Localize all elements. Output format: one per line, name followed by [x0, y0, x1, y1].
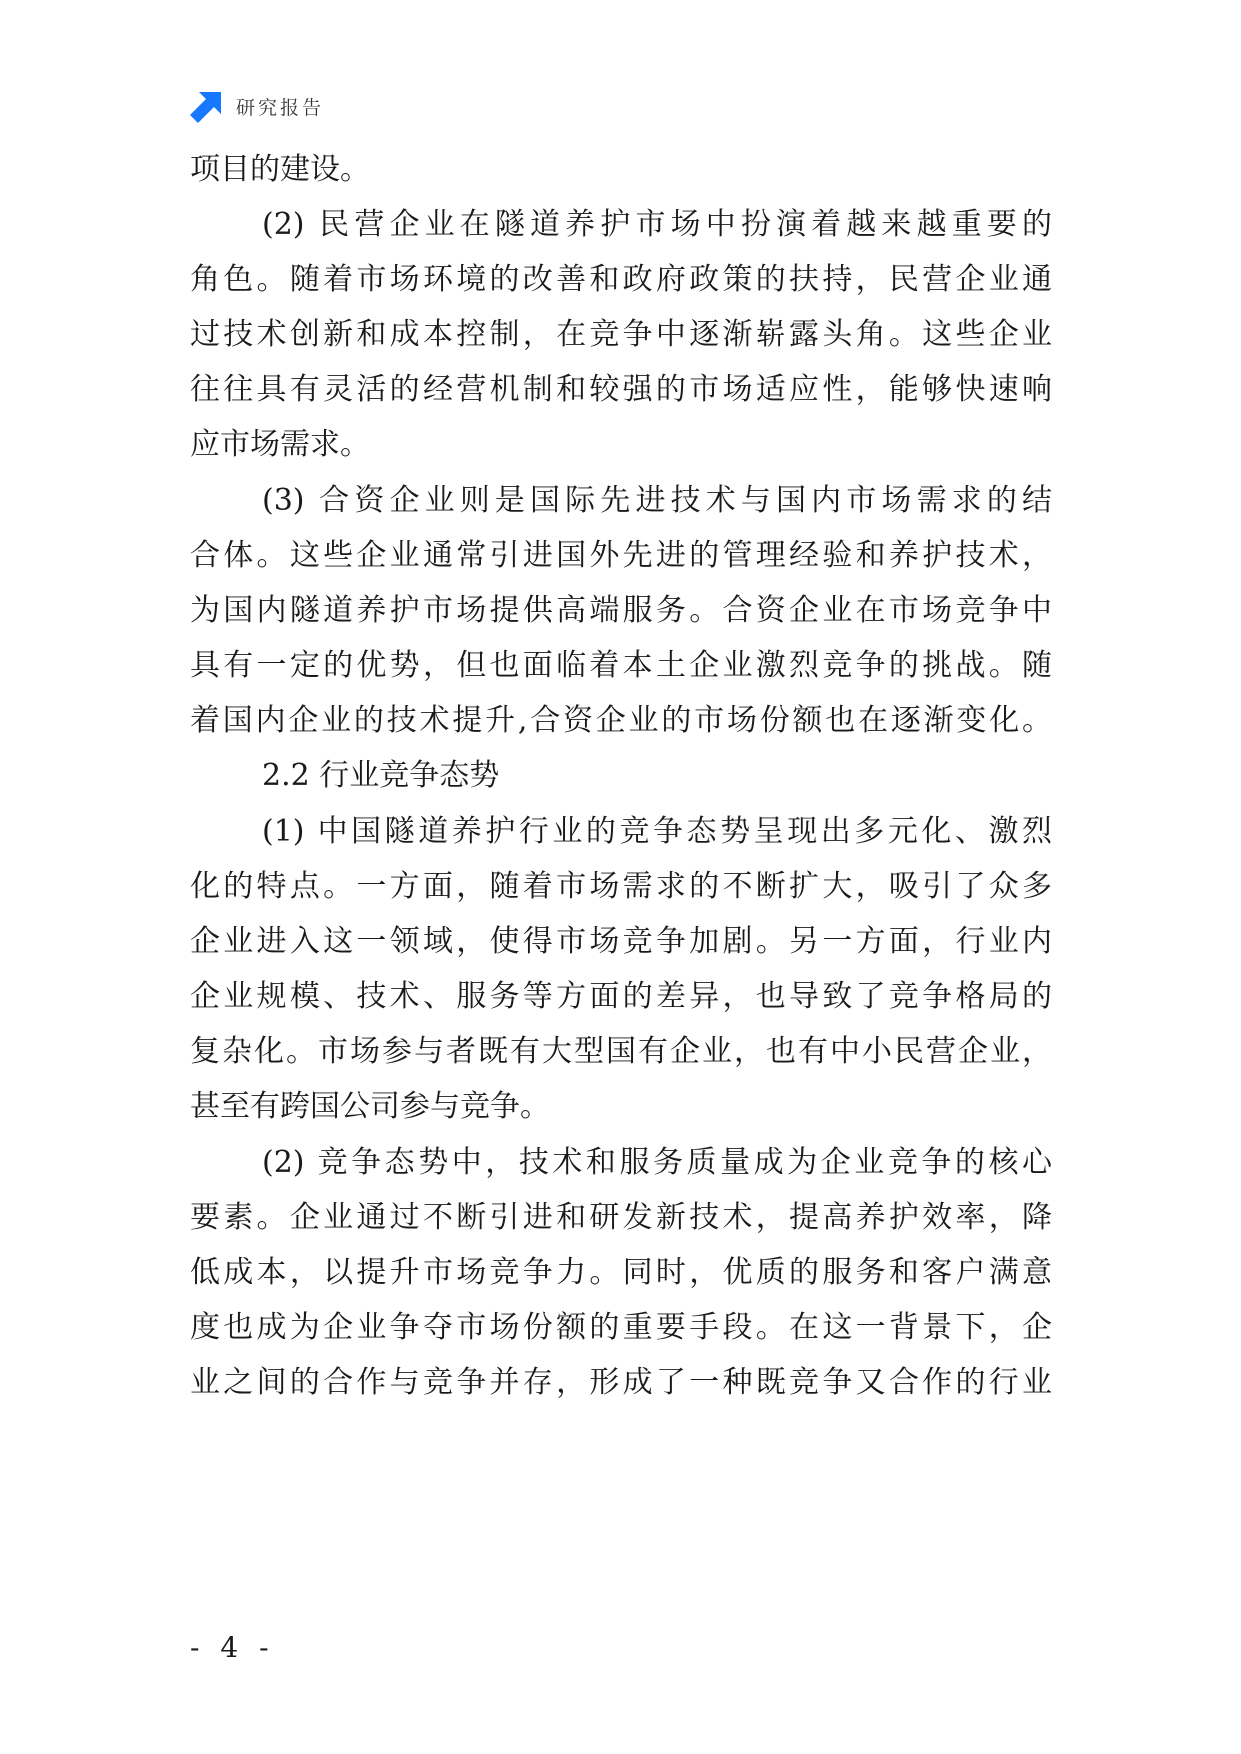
paragraph-line: 合体。这些企业通常引进国外先进的管理经验和养护技术， [190, 538, 1052, 573]
paragraph-line: 往往具有灵活的经营机制和较强的市场适应性，能够快速响 [190, 372, 1052, 407]
paragraph-line: (2) 竞争态势中，技术和服务质量成为企业竞争的核心 [262, 1145, 1052, 1180]
paragraph-line: 复杂化。市场参与者既有大型国有企业，也有中小民营企业， [190, 1034, 1052, 1069]
paragraph-line: 企业规模、技术、服务等方面的差异，也导致了竞争格局的 [190, 979, 1052, 1014]
paragraph-line: 为国内隧道养护市场提供高端服务。合资企业在市场竞争中 [190, 593, 1052, 628]
paragraph-line: (2) 民营企业在隧道养护市场中扮演着越来越重要的 [262, 207, 1052, 242]
page-number: - 4 - [190, 1631, 275, 1664]
paragraph-line: 低成本，以提升市场竞争力。同时，优质的服务和客户满意 [190, 1255, 1052, 1290]
report-header [190, 88, 324, 124]
paragraph-line: 项目的建设。 [190, 152, 370, 187]
paragraph-line: 角色。随着市场环境的改善和政府政策的扶持，民营企业通 [190, 262, 1052, 297]
section-heading: 2.2 行业竞争态势 [262, 758, 500, 793]
paragraph-line: 业之间的合作与竞争并存，形成了一种既竞争又合作的行业 [190, 1365, 1052, 1400]
header-title: 研究报告 [236, 96, 325, 119]
paragraph-line: 过技术创新和成本控制，在竞争中逐渐崭露头角。这些企业 [190, 317, 1052, 352]
paragraph-line: 应市场需求。 [190, 427, 370, 462]
paragraph-line: 要素。企业通过不断引进和研发新技术，提高养护效率，降 [190, 1200, 1052, 1235]
paragraph-line: (1) 中国隧道养护行业的竞争态势呈现出多元化、激烈 [262, 814, 1052, 849]
paragraph-line: 化的特点。一方面，随着市场需求的不断扩大，吸引了众多 [190, 869, 1052, 904]
paragraph-line: 企业进入这一领域，使得市场竞争加剧。另一方面，行业内 [190, 924, 1052, 959]
paragraph-line: (3) 合资企业则是国际先进技术与国内市场需求的结 [262, 483, 1052, 518]
paragraph-line: 具有一定的优势，但也面临着本土企业激烈竞争的挑战。随 [190, 648, 1052, 683]
paragraph-line: 着国内企业的技术提升,合资企业的市场份额也在逐渐变化。 [190, 703, 1052, 738]
arrow-up-right-icon [190, 89, 224, 123]
paragraph-line: 度也成为企业争夺市场份额的重要手段。在这一背景下，企 [190, 1310, 1052, 1345]
paragraph-line: 甚至有跨国公司参与竞争。 [190, 1089, 550, 1124]
